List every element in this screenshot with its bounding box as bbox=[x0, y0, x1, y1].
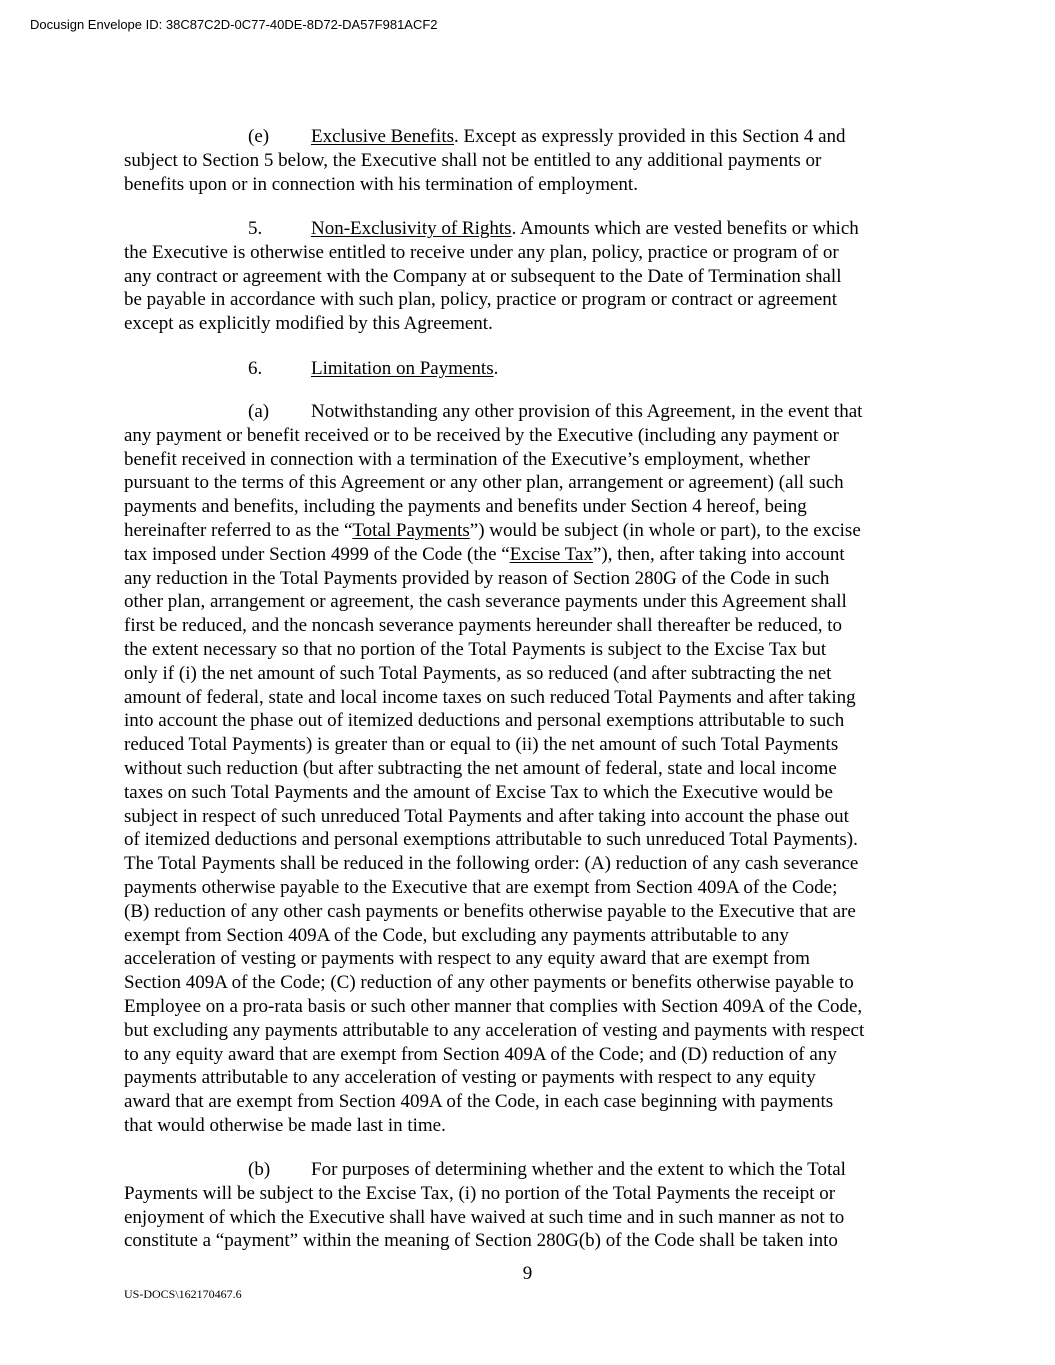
text-line: that would otherwise be made last in time. bbox=[124, 1114, 446, 1136]
defined-term: Total Payments bbox=[352, 519, 470, 541]
text-line: be payable in accordance with such plan, policy, practice or program or contract or agreement bbox=[124, 289, 838, 311]
text-line: payments and benefits, including the payments and benefits under Section 4 hereof, being bbox=[124, 496, 807, 518]
text-line bbox=[124, 519, 864, 543]
text-line: enjoyment of which the Executive shall have waived at such time and in such manner as not to bbox=[124, 1206, 845, 1228]
text-line: subject in respect of such unreduced Total Payments and after taking into account the phase out bbox=[124, 805, 849, 827]
text-line: Payments will be subject to the Excise Tax, (i) no portion of the Total Payments the receipt or bbox=[124, 1182, 836, 1204]
text-line: (B) reduction of any other cash payments or benefits otherwise payable to the Executive that are bbox=[124, 900, 856, 922]
text-line: first be reduced, and the noncash severance payments hereunder shall thereafter be reduced, to bbox=[124, 615, 842, 637]
text-line: subject to Section 5 below, the Executive shall not be entitled to any additional payments or bbox=[124, 149, 822, 171]
first-line-text bbox=[311, 1158, 846, 1182]
text-line: The Total Payments shall be reduced in the following order: (A) reduction of any cash severance bbox=[124, 853, 859, 875]
defined-term: Excise Tax bbox=[509, 543, 593, 565]
first-line bbox=[124, 217, 859, 241]
section-heading: Exclusive Benefits bbox=[311, 126, 454, 147]
section-label: (a) bbox=[248, 401, 270, 422]
text-line: payments otherwise payable to the Executive that are exempt from Section 409A of the Code; bbox=[124, 876, 838, 898]
text-line: the extent necessary so that no portion of the Total Payments is subject to the Excise Tax but bbox=[124, 638, 827, 660]
section-label: (e) bbox=[248, 126, 270, 147]
text-line: benefits upon or in connection with his termination of employment. bbox=[124, 173, 638, 195]
text-line: reduced Total Payments) is greater than or equal to (ii) the net amount of such Total Payments bbox=[124, 734, 839, 756]
section-heading: Non-Exclusivity of Rights bbox=[311, 218, 512, 239]
text-line: only if (i) the net amount of such Total Payments, as so reduced (and after subtracting the net bbox=[124, 662, 832, 684]
text-line: the Executive is otherwise entitled to receive under any plan, policy, practice or program of or bbox=[124, 241, 839, 263]
text-line: Section 409A of the Code; (C) reduction of any other payments or benefits otherwise payable to bbox=[124, 972, 854, 994]
text-line: amount of federal, state and local income taxes on such reduced Total Payments and after taking bbox=[124, 686, 856, 708]
footer-doc-id: US-DOCS\162170467.6 bbox=[124, 1287, 242, 1301]
text-line: but excluding any payments attributable to any acceleration of vesting and payments with respect bbox=[124, 1019, 865, 1041]
section-label: 5. bbox=[248, 218, 263, 239]
first-line-rest: For purposes of determining whether and the extent to which the Total bbox=[311, 1159, 846, 1180]
first-line-text bbox=[311, 357, 498, 381]
paragraph-a bbox=[124, 400, 864, 1138]
section-label: (b) bbox=[248, 1159, 271, 1180]
first-line-rest: Notwithstanding any other provision of this Agreement, in the event that bbox=[311, 401, 863, 422]
text-line: any payment or benefit received or to be received by the Executive (including any payment or bbox=[124, 424, 839, 446]
text-segment: tax imposed under Section 4999 of the Code (the “ bbox=[124, 543, 510, 565]
text-line: without such reduction (but after subtracting the net amount of federal, state and local income bbox=[124, 757, 837, 779]
first-line-text bbox=[311, 217, 859, 241]
text-line: to any equity award that are exempt from Section 409A of the Code; and (D) reduction of any bbox=[124, 1043, 837, 1065]
text-line: exempt from Section 409A of the Code, but excluding any payments attributable to any bbox=[124, 924, 789, 946]
text-line: except as explicitly modified by this Agreement. bbox=[124, 313, 493, 335]
text-line: taxes on such Total Payments and the amount of Excise Tax to which the Executive would be bbox=[124, 781, 833, 803]
text-line: into account the phase out of itemized deductions and personal exemptions attributable to such bbox=[124, 710, 845, 732]
text-segment: hereinafter referred to as the “ bbox=[124, 519, 353, 541]
text-line: acceleration of vesting or payments with respect to any equity award that are exempt from bbox=[124, 948, 810, 970]
text-line: any reduction in the Total Payments provided by reason of Section 280G of the Code in such bbox=[124, 567, 830, 589]
first-line-text bbox=[311, 400, 862, 424]
text-line bbox=[124, 543, 864, 567]
paragraph-5 bbox=[124, 217, 859, 336]
paragraph-b bbox=[124, 1158, 844, 1253]
text-line: pursuant to the terms of this Agreement or any other plan, arrangement or agreement) (all such bbox=[124, 472, 844, 494]
text-line: benefit received in connection with a termination of the Executive’s employment, whether bbox=[124, 448, 810, 470]
first-line-rest: . bbox=[493, 358, 499, 379]
paragraph-e bbox=[124, 125, 846, 196]
text-line: of itemized deductions and personal exemptions attributable to such unreduced Total Payments). bbox=[124, 829, 858, 851]
text-segment: ”), then, after taking into account bbox=[592, 543, 845, 565]
first-line bbox=[124, 1158, 844, 1182]
first-line bbox=[124, 125, 846, 149]
page-number: 9 bbox=[522, 1263, 533, 1284]
text-line: other plan, arrangement or agreement, the cash severance payments under this Agreement shall bbox=[124, 591, 847, 613]
text-line: payments attributable to any acceleration of vesting or payments with respect to any equity bbox=[124, 1067, 816, 1089]
text-line: Employee on a pro-rata basis or such other manner that complies with Section 409A of the Code, bbox=[124, 995, 863, 1017]
first-line bbox=[124, 400, 864, 424]
section-label: 6. bbox=[248, 358, 263, 379]
envelope-id: Docusign Envelope ID: 38C87C2D-0C77-40DE-8D72-DA57F981ACF2 bbox=[30, 17, 438, 32]
text-line: constitute a “payment” within the meaning of Section 280G(b) of the Code shall be taken into bbox=[124, 1230, 838, 1252]
text-segment: ”) would be subject (in whole or part), to the excise bbox=[469, 519, 861, 541]
first-line-text bbox=[311, 125, 846, 149]
first-line-rest: . Except as expressly provided in this Section 4 and bbox=[454, 126, 846, 147]
section-heading: Limitation on Payments bbox=[311, 358, 494, 379]
text-line: award that are exempt from Section 409A of the Code, in each case beginning with payments bbox=[124, 1091, 834, 1113]
text-line: any contract or agreement with the Company at or subsequent to the Date of Termination shall bbox=[124, 265, 842, 287]
first-line-rest: . Amounts which are vested benefits or which bbox=[511, 218, 859, 239]
